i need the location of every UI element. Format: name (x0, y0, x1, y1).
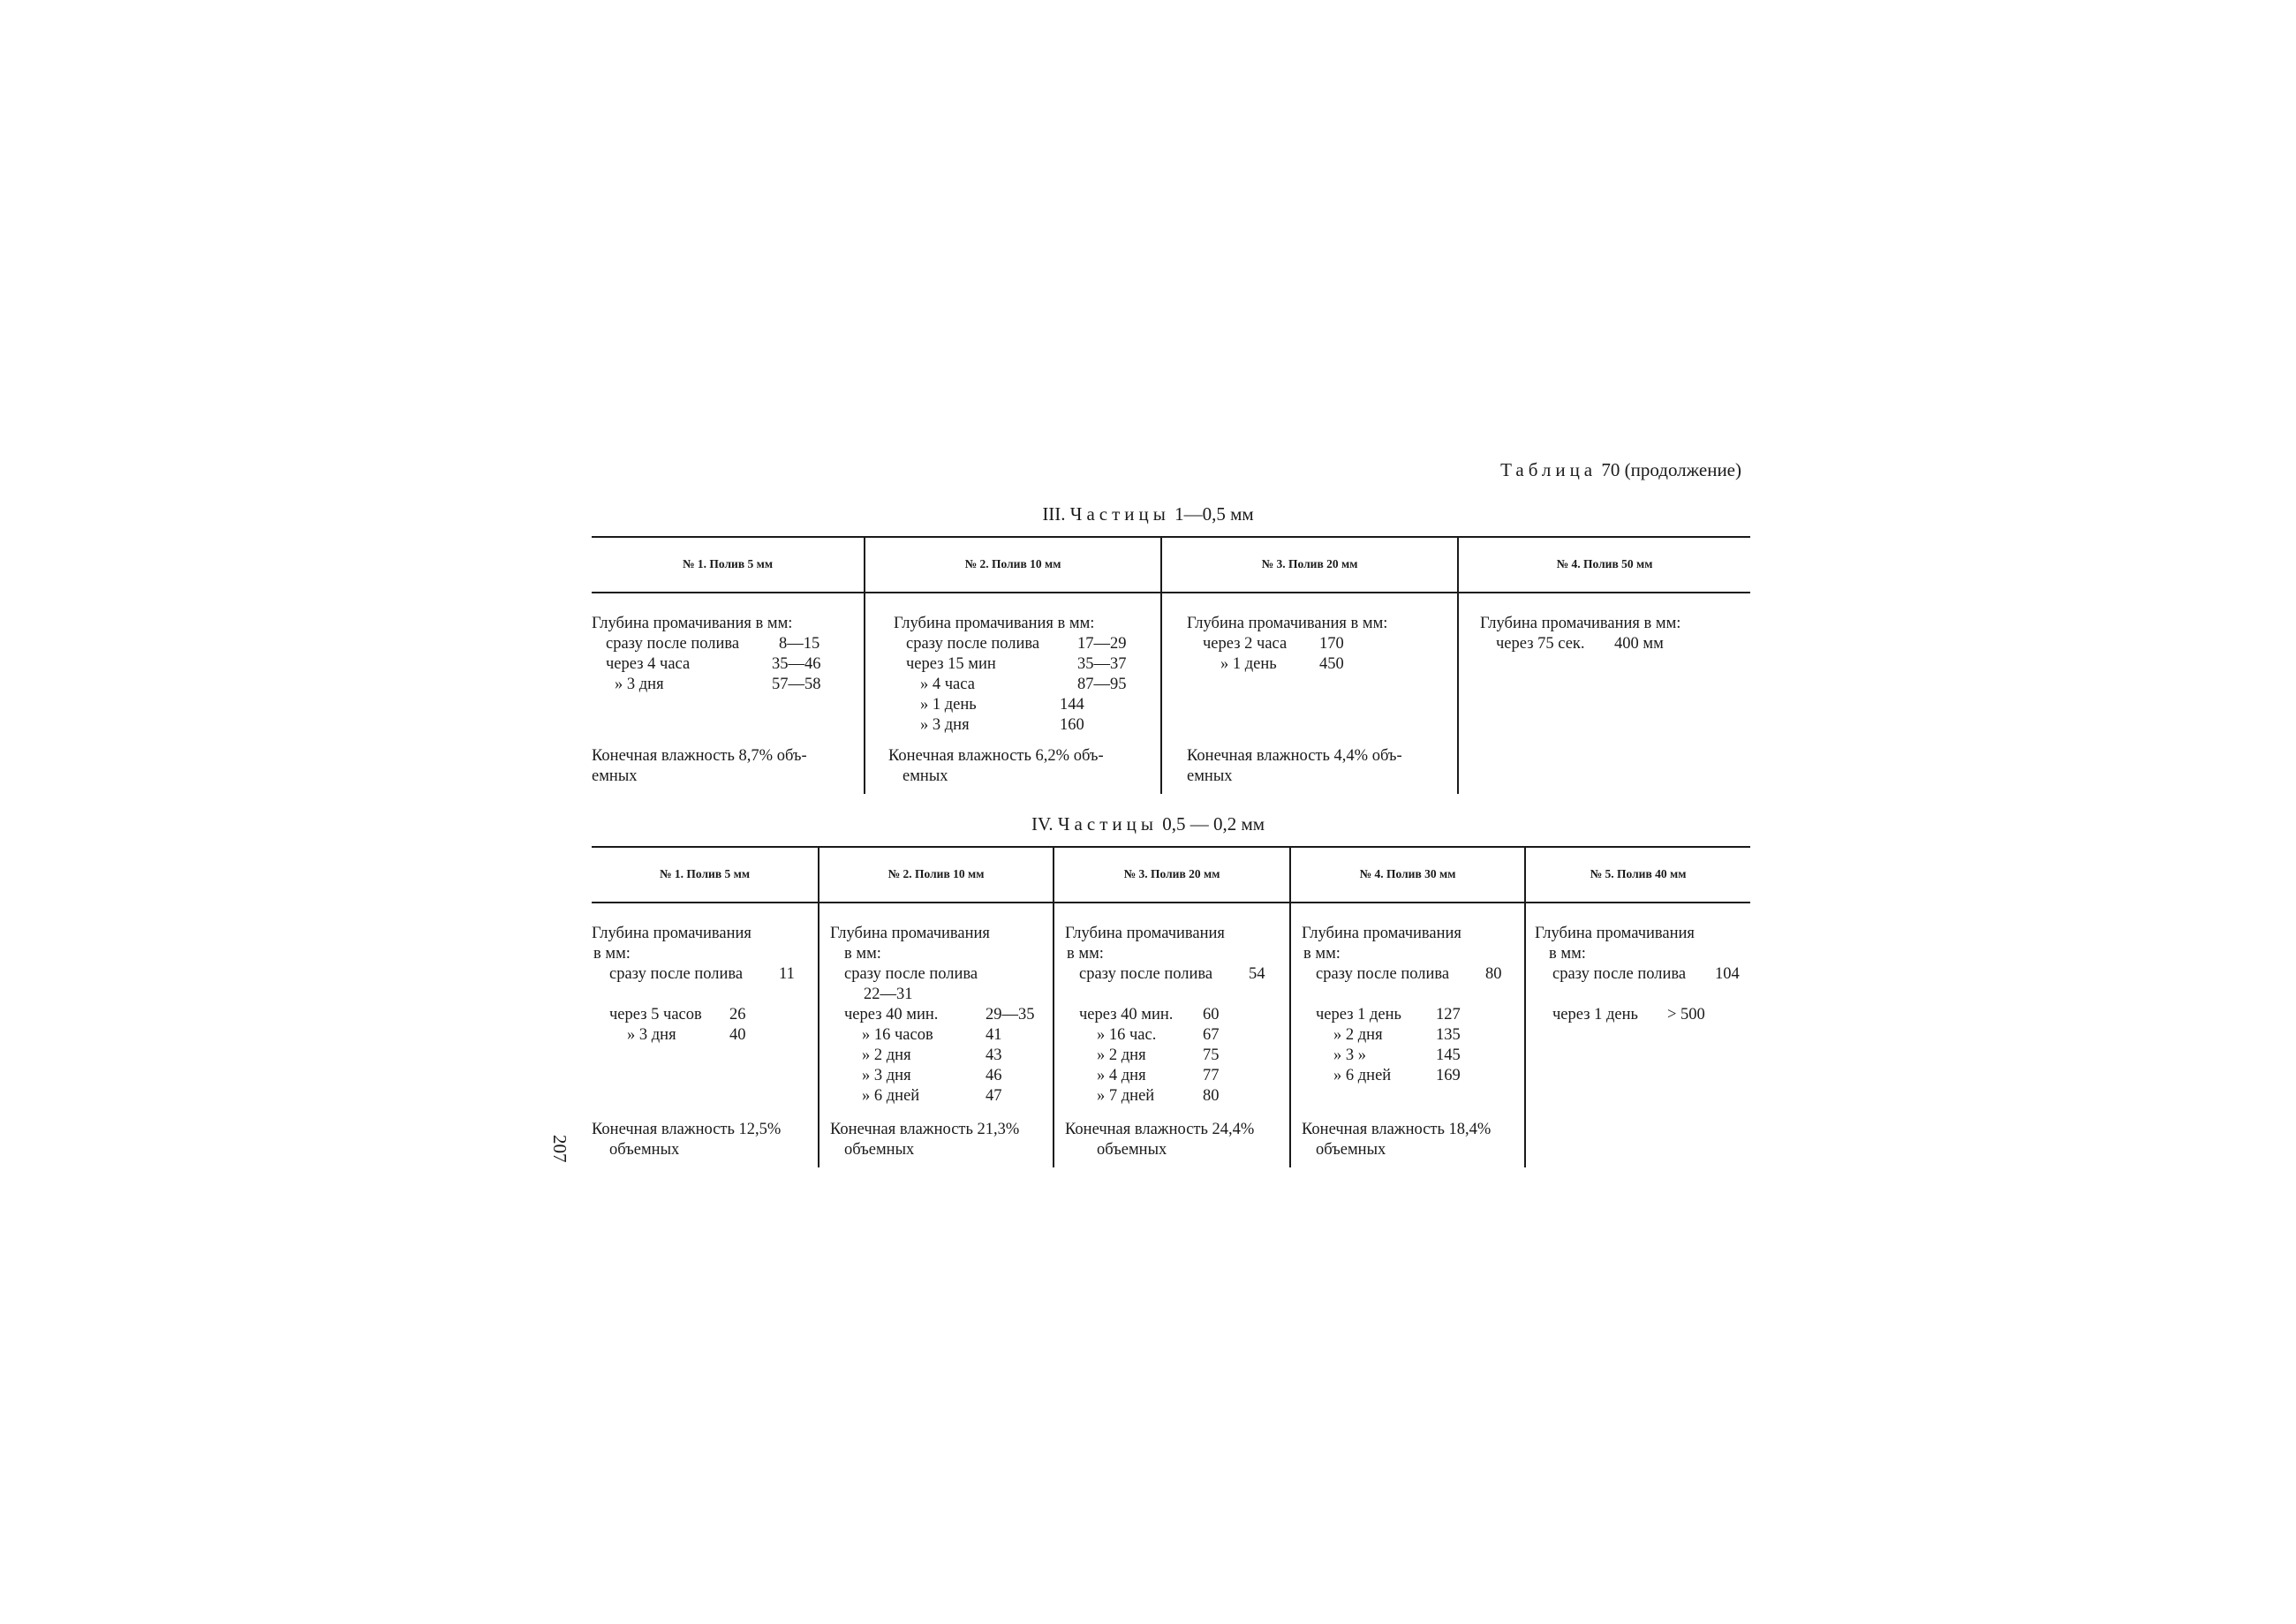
row-value: 144 (1060, 696, 1084, 714)
row-value: 11 (779, 965, 795, 983)
depth-heading: в мм: (1067, 945, 1104, 963)
row-value: 135 (1436, 1026, 1461, 1044)
section-3-table (592, 536, 1750, 794)
final-moisture-line: Конечная влажность 18,4% (1302, 1121, 1492, 1138)
row-label: сразу после полива (1079, 965, 1213, 983)
table-caption-rest: 70 (продолжение) (1601, 459, 1741, 480)
row-label: » 3 дня (920, 716, 970, 734)
row-label: » 4 дня (1097, 1067, 1146, 1084)
column-divider (818, 846, 819, 1167)
final-moisture (1187, 746, 1452, 787)
page-number: 207 (549, 1135, 570, 1163)
column-header: № 5. Полив 40 мм (1590, 867, 1687, 880)
column-header: № 2. Полив 10 мм (887, 867, 985, 880)
row-value: 47 (986, 1087, 1002, 1105)
row-value: 8—15 (779, 635, 820, 653)
row-value: 67 (1203, 1026, 1220, 1044)
row-label: » 16 час. (1097, 1026, 1157, 1044)
row-value: 35—37 (1077, 655, 1127, 673)
cell-col-4 (1302, 924, 1522, 1086)
row-label: сразу после полива (844, 965, 978, 983)
final-moisture-line: объемных (1316, 1141, 1386, 1159)
final-moisture-line: объемных (1097, 1141, 1167, 1159)
row-value: 145 (1436, 1046, 1461, 1064)
row-label: » 7 дней (1097, 1087, 1155, 1105)
final-moisture-line: объемных (844, 1141, 915, 1159)
table-rule-top (592, 536, 1750, 538)
row-value: 26 (729, 1006, 746, 1023)
cell-col-5 (1535, 924, 1750, 1025)
row-label: » 6 дней (862, 1087, 920, 1105)
final-moisture (592, 1120, 818, 1160)
table-rule-header (592, 592, 1750, 593)
column-header: № 1. Полив 5 мм (682, 557, 774, 570)
cell-col-2 (888, 614, 1153, 736)
row-label: через 4 часа (606, 655, 691, 673)
row-value: 170 (1319, 635, 1344, 653)
final-moisture-line: Конечная влажность 6,2% объ- (888, 747, 1104, 765)
final-moisture-line: Конечная влажность 21,3% (830, 1121, 1020, 1138)
cell-col-1 (592, 924, 812, 1046)
row-label: » 2 дня (1097, 1046, 1146, 1064)
final-moisture (888, 746, 1153, 787)
row-value: 46 (986, 1067, 1002, 1084)
final-moisture-line: Конечная влажность 4,4% объ- (1187, 747, 1402, 765)
row-label: » 3 дня (627, 1026, 676, 1044)
row-label: » 1 день (1220, 655, 1277, 673)
row-label: » 1 день (920, 696, 977, 714)
final-moisture (1302, 1120, 1524, 1160)
row-label: » 3 дня (862, 1067, 911, 1084)
cell-col-3 (1065, 924, 1286, 1107)
row-label: сразу после полива (606, 635, 740, 653)
row-label: » 3 » (1333, 1046, 1366, 1064)
row-value: > 500 (1667, 1006, 1705, 1023)
column-divider (1053, 846, 1054, 1167)
row-label: через 75 сек. (1496, 635, 1585, 653)
row-label: » 6 дней (1333, 1067, 1392, 1084)
cell-col-2 (830, 924, 1051, 1107)
row-label: » 16 часов (862, 1026, 933, 1044)
row-value: 127 (1436, 1006, 1461, 1023)
depth-heading: Глубина промачивания в мм: (894, 615, 1095, 632)
row-value: 17—29 (1077, 635, 1127, 653)
row-value: 57—58 (772, 676, 821, 693)
depth-heading: Глубина промачивания в мм: (1187, 615, 1388, 632)
depth-heading: Глубина промачивания (830, 925, 990, 942)
row-label: сразу после полива (1552, 965, 1687, 983)
section-3-word: Частицы (1069, 503, 1170, 525)
cell-col-1 (592, 614, 857, 695)
row-value: 160 (1060, 716, 1084, 734)
row-label: » 2 дня (862, 1046, 911, 1064)
row-label: через 40 мин. (1079, 1006, 1174, 1023)
row-label: сразу после полива (609, 965, 744, 983)
row-label: через 2 часа (1203, 635, 1288, 653)
depth-heading: в мм: (1303, 945, 1341, 963)
row-value: 54 (1249, 965, 1265, 983)
final-moisture-line: Конечная влажность 12,5% (592, 1121, 782, 1138)
section-4-roman: IV. (1031, 813, 1054, 835)
final-moisture (830, 1120, 1051, 1160)
table-rule-header (592, 902, 1750, 903)
final-moisture (592, 746, 857, 787)
section-3-range: 1—0,5 мм (1174, 503, 1254, 525)
table-rule-top (592, 846, 1750, 848)
final-moisture-line: Конечная влажность 8,7% объ- (592, 747, 807, 765)
row-value: 41 (986, 1026, 1002, 1044)
depth-heading: Глубина промачивания (1535, 925, 1695, 942)
section-4-table (592, 846, 1750, 1167)
final-moisture (1065, 1120, 1288, 1160)
table-caption (1500, 459, 1741, 481)
column-header: № 1. Полив 5 мм (659, 867, 751, 880)
row-label: сразу после полива (1316, 965, 1450, 983)
row-value: 22—31 (864, 986, 913, 1003)
column-header: № 4. Полив 30 мм (1359, 867, 1456, 880)
row-label: через 40 мин. (844, 1006, 939, 1023)
row-value: 43 (986, 1046, 1002, 1064)
column-divider (1524, 846, 1526, 1167)
row-value: 87—95 (1077, 676, 1127, 693)
section-3-title (0, 503, 2296, 525)
depth-heading: Глубина промачивания (592, 925, 751, 942)
row-value: 29—35 (986, 1006, 1035, 1023)
section-4-range: 0,5 — 0,2 мм (1162, 813, 1265, 835)
row-value: 80 (1485, 965, 1502, 983)
final-moisture-line: емных (903, 767, 948, 785)
depth-heading: в мм: (844, 945, 881, 963)
final-moisture-line: емных (1187, 767, 1233, 785)
row-label: сразу после полива (906, 635, 1040, 653)
row-value: 450 (1319, 655, 1344, 673)
row-value: 75 (1203, 1046, 1220, 1064)
row-value: 40 (729, 1026, 746, 1044)
row-label: через 15 мин (906, 655, 996, 673)
section-4-title (0, 813, 2296, 835)
row-value: 80 (1203, 1087, 1220, 1105)
table-caption-word: Таблица (1500, 459, 1597, 480)
column-header: № 3. Полив 20 мм (1261, 557, 1358, 570)
depth-heading: Глубина промачивания в мм: (592, 615, 793, 632)
depth-heading: в мм: (1549, 945, 1586, 963)
row-label: через 1 день (1316, 1006, 1401, 1023)
column-header: № 2. Полив 10 мм (964, 557, 1061, 570)
depth-heading: Глубина промачивания в мм: (1480, 615, 1681, 632)
row-label: » 2 дня (1333, 1026, 1383, 1044)
final-moisture-line: объемных (609, 1141, 680, 1159)
row-value: 400 мм (1614, 635, 1664, 653)
final-moisture-line: Конечная влажность 24,4% (1065, 1121, 1255, 1138)
cell-col-4 (1480, 614, 1745, 654)
column-header: № 3. Полив 20 мм (1123, 867, 1220, 880)
column-divider (1457, 536, 1459, 794)
row-value: 35—46 (772, 655, 821, 673)
row-value: 60 (1203, 1006, 1220, 1023)
row-label: через 5 часов (609, 1006, 702, 1023)
column-divider (1160, 536, 1162, 794)
column-divider (864, 536, 865, 794)
cell-col-3 (1187, 614, 1452, 675)
row-value: 104 (1715, 965, 1740, 983)
row-label: через 1 день (1552, 1006, 1638, 1023)
row-value: 169 (1436, 1067, 1461, 1084)
column-divider (1289, 846, 1291, 1167)
section-3-roman: III. (1042, 503, 1066, 525)
depth-heading: Глубина промачивания (1065, 925, 1225, 942)
column-header: № 4. Полив 50 мм (1556, 557, 1653, 570)
row-label: » 4 часа (920, 676, 975, 693)
row-value: 77 (1203, 1067, 1220, 1084)
depth-heading: Глубина промачивания (1302, 925, 1461, 942)
depth-heading: в мм: (593, 945, 631, 963)
section-4-word: Частицы (1057, 813, 1158, 835)
final-moisture-line: емных (592, 767, 638, 785)
row-label: » 3 дня (615, 676, 664, 693)
